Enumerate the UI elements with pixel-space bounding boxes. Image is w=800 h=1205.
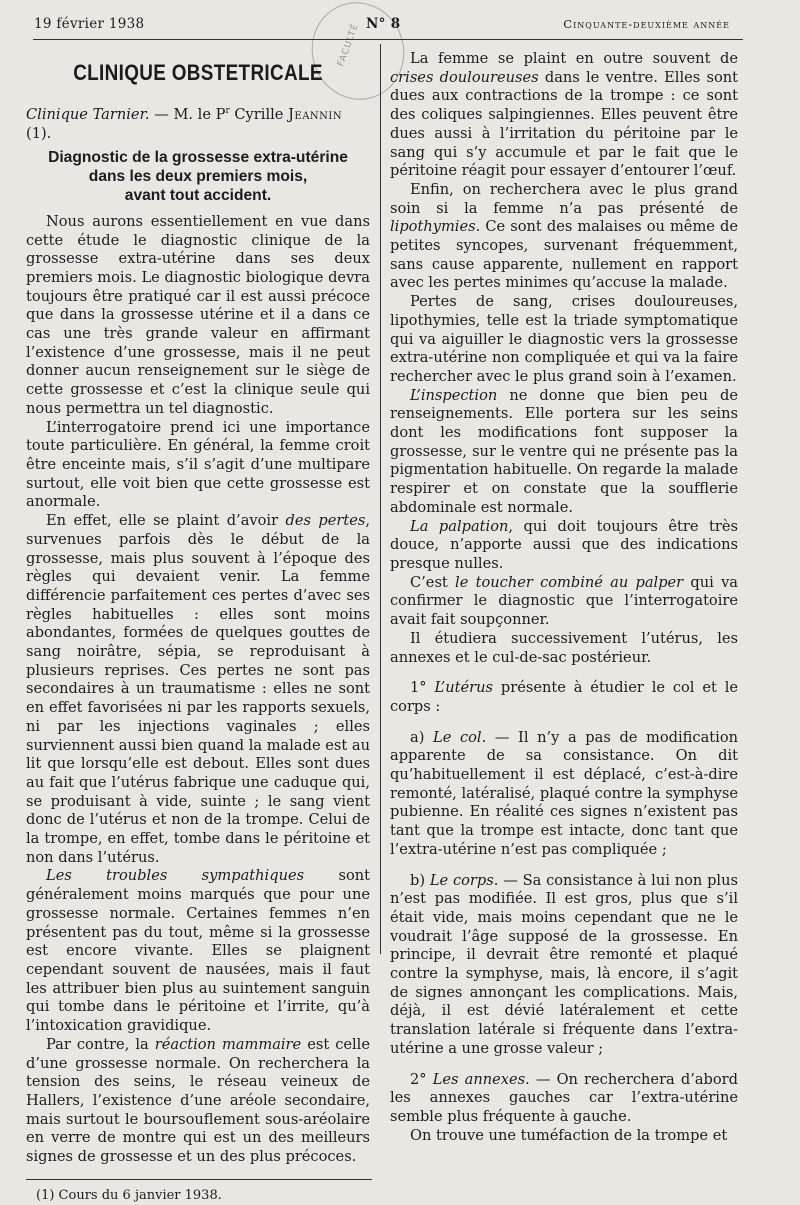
left-column — [26, 52, 370, 1205]
subtitle-line-2: dans les deux premiers mois, — [88, 167, 308, 185]
section-title: CLINIQUE OBSTETRICALE — [73, 60, 323, 85]
paragraph-col — [390, 729, 738, 860]
library-stamp-text: FACULTÉ — [336, 22, 362, 68]
text-run: . — Sa consistance à lui non plus n’est pas modifiée. Il est gros, plus que s’il était vide, mais moins cependant que ne le voudrait l’âge supposé de la grossesse. En principe, il devrait être remonté et plaqué contre la symphyse, mais, là encore, il s’agit de signes annonçant les complications. Mais, déjà, il est dévié latéralement et cette translation latérale si fréquente dans l’extra-utérine a une grosse valeur ; — [390, 871, 738, 1057]
emphasis-text: Les annexes — [432, 1070, 526, 1088]
subtitle-line-3: avant tout accident. — [124, 186, 272, 204]
text-run: En effet, elle se plaint d’avoir — [46, 512, 286, 530]
text-run: dans le ventre. Elles sont dues aux contractions de la trompe : ce sont des coliques salpingiennes. Elles peuvent être dues aussi à l’irritation du péritoine par le sang qui s’y accumule et par le fait que le péritoine réagit pour essayer d’entourer l’œuf. — [390, 68, 738, 180]
issue-date: 19 février 1938 — [34, 16, 145, 32]
text-run: a) — [410, 728, 434, 746]
text-run: C’est — [410, 573, 456, 591]
text-run: . Ce sont des malaises ou même de petites syncopes, survenant fréquemment, sans cause apparente, nullement en rapport avec les pertes minimes qu’accuse la malade. — [390, 218, 738, 292]
article-subtitle — [30, 148, 366, 205]
paragraph-corps — [390, 872, 738, 1059]
text-run: La femme se plaint en outre souvent de — [410, 50, 738, 67]
text-run: , qui doit toujours être très douce, n’apporte aussi que des indications presque nulles. — [390, 517, 738, 572]
paragraph-interrogatoire: L’interrogatoire prend ici une importance toute particulière. En général, la femme croit être enceinte mais, s’il s’agit d’une multipare surtout, elle voit bien que cette grossesse est anormale. — [26, 418, 370, 511]
text-run: b) — [410, 871, 430, 889]
byline-footnote-ref: (1). — [26, 124, 52, 142]
text-run: . — Il n’y a pas de modification apparente de sa consistance. On dit qu’habituellement il est déplacé, c’est-à-dire remonté, latéralisé, plaqué contre la symphyse pubienne. En réalité ces signes n’existent pas tant que la trompe est intacte, donc tant que l’extra-utérine n’est pas compliquée ; — [390, 728, 739, 858]
emphasis-text: le toucher combiné au palper — [455, 573, 684, 591]
footnote: (1) Cours du 6 janvier 1938. — [36, 1187, 222, 1203]
paragraph-toucher — [390, 574, 738, 630]
byline-clinic: Clinique Tarnier. — [26, 105, 150, 123]
emphasis-text: Le col — [433, 728, 482, 746]
paragraph-intro: Nous aurons essentiellement en vue dans cette étude le diagnostic clinique de la grossesse extra-utérine dans ses deux premiers mois. Le diagnostic biologique devra toujours être pratiqué car il est aussi précoce que dans la grossesse utérine et il a dans ce cas une très grande valeur en affirmant l’existence d’une grossesse, mais il ne peut donner aucun renseignement sur le siège de cette grossesse et c’est la clinique seule qui nous permettra un tel diagnostic. — [26, 212, 370, 417]
emphasis-text: des pertes — [285, 512, 366, 530]
paragraph-etude: Il étudiera successivement l’utérus, les annexes et le cul-de-sac postérieur. — [390, 629, 738, 666]
text-run: ne donne que bien peu de renseignements. Elle portera sur les seins dont les modifications font supposer la grossesse, sur le ventre qui ne présente pas la pigmentation habituelle. On regarde la malade respirer et on constate que la soufflerie abdominale est normale. — [390, 386, 738, 516]
text-run: qui va confirmer le diagnostic que l’interrogatoire avait fait soupçonner. — [390, 573, 739, 629]
publication-year: Cinquante-deuxième année — [563, 17, 730, 31]
paragraph-annexes — [390, 1071, 738, 1127]
text-run: est celle d’une grossesse normale. On recherchera la tension des seins, le réseau veineux de Hallers, l’existence d’une aréole secondaire, mais surtout le boursouflement sous-aréolaire en verre de montre qui est un des meilleurs signes de grossesse et un des plus précoces. — [26, 1035, 370, 1166]
column-divider — [380, 44, 381, 954]
text-run: 2° — [410, 1070, 433, 1088]
emphasis-text: lipothymies — [390, 218, 476, 236]
footnote-divider — [26, 1179, 372, 1180]
paragraph-crises — [390, 50, 738, 181]
paragraph-reaction-mammaire — [26, 1036, 370, 1167]
text-run: Par contre, la — [46, 1035, 155, 1053]
byline-author-last: Jeannin — [288, 105, 343, 123]
text-run: présente à étudier le col et le corps : — [390, 679, 738, 715]
emphasis-text: Les troubles sympathiques — [46, 867, 305, 885]
paragraph-palpation — [390, 518, 738, 574]
byline — [26, 102, 370, 143]
paragraph-triade: Pertes de sang, crises douloureuses, lipothymies, telle est la triade symptomatique qui va aiguiller le diagnostic vers la grossesse extra-utérine non compliquée et qui va la faire rechercher avec le plus grand soin à l’examen. — [390, 293, 738, 385]
issue-number: N° 8 — [366, 16, 401, 32]
text-run: . — On recherchera d’abord les annexes gauches car l’extra-utérine semble plus fréquente à gauche. — [390, 1070, 738, 1125]
text-run: , survenues parfois dès le début de la grossesse, mais plus souvent à l’époque des règles qui devaient venir. La femme différencie parfaitement ces pertes d’avec ses règles habituelles : elles sont moins abondantes, formées de quelques gouttes de sang noirâtre, sépia, se reproduisant à plusieurs reprises. Ces pertes ne sont pas secondaires à un traumatisme : elles ne sont en effet favorisées ni par les rapports sexuels, ni par les injections vaginales ; elles surviennent aussi bien quand la malade est au lit que lorsqu’elle est debout. Elles sont dues au fait que l’utérus fabrique une caduque qui, se produisant à vide, suinte ; le sang vient donc de l’utérus et non de la trompe. Celui de la trompe, en effet, tombe dans le péritoine et non dans l’utérus. — [26, 512, 370, 866]
paragraph-inspection — [390, 387, 738, 518]
byline-author-first: Cyrille — [229, 105, 289, 123]
byline-author-prefix: — M. le P — [149, 105, 226, 123]
text-run: Enfin, on recherchera avec le plus grand soin si la femme n’a pas présenté de — [390, 180, 738, 217]
paragraph-pertes — [26, 512, 370, 867]
paragraph-lipothymies — [390, 181, 738, 293]
subtitle-line-1: Diagnostic de la grossesse extra-utérine — [48, 148, 348, 166]
byline-author-superscript: r — [225, 106, 230, 116]
right-column — [390, 50, 738, 1145]
emphasis-text: Le corps — [429, 871, 494, 889]
text-run: sont généralement moins marqués que pour une grossesse normale. Certaines femmes n’en présentent pas du tout, même si la grossesse est encore vivante. Elles se plaignent cependant souvent de nausées, mais il faut les attribuer bien plus au suintement sanguin qui tombe dans le péritoine et l’irrite, qu’à l’intoxication gravidique. — [26, 867, 371, 1035]
emphasis-text: L’inspection — [410, 386, 498, 404]
emphasis-text: crises douloureuses — [390, 68, 539, 86]
emphasis-text: La palpation — [410, 517, 509, 535]
emphasis-text: réaction mammaire — [154, 1035, 302, 1053]
paragraph-uterus — [390, 679, 738, 716]
paragraph-tumefaction: On trouve une tuméfaction de la trompe et — [410, 1126, 728, 1144]
paragraph-troubles — [26, 867, 370, 1035]
emphasis-text: L’utérus — [434, 679, 494, 697]
text-run: 1° — [410, 679, 435, 697]
